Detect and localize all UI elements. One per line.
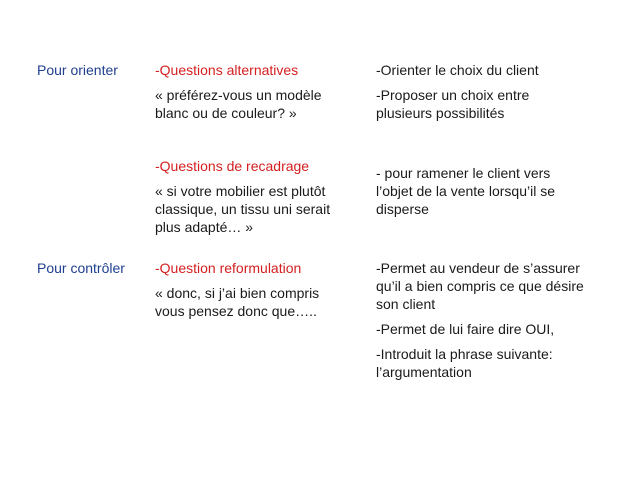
row-3-question: [155, 259, 319, 320]
row-2-question: [155, 157, 330, 236]
row-3-category: [37, 259, 125, 277]
row-3-purpose-line: -Introduit la phrase suivante:: [376, 346, 553, 362]
row-3-category-label: Pour contrôler: [37, 260, 125, 276]
row-2-question-line: « si votre mobilier est plutôt: [155, 183, 326, 199]
row-3-purpose-line: l’argumentation: [376, 364, 472, 380]
row-1-purpose: [376, 61, 539, 122]
row-2-purpose-line: - pour ramener le client vers: [376, 165, 551, 181]
row-1-purpose-line: plusieurs possibilités: [376, 105, 505, 121]
row-2-purpose: [376, 164, 555, 218]
row-1-category-label: Pour orienter: [37, 62, 118, 78]
row-3-purpose-line: -Permet de lui faire dire OUI,: [376, 321, 555, 337]
row-3-purpose: [376, 259, 584, 381]
row-2-question-title: -Questions de recadrage: [155, 158, 310, 174]
row-1-purpose-line: -Proposer un choix entre: [376, 87, 530, 103]
row-3-question-title: -Question reformulation: [155, 260, 302, 276]
row-1-question: [155, 61, 322, 122]
row-2-purpose-line: disperse: [376, 201, 429, 217]
row-1-question-line: « préférez-vous un modèle: [155, 87, 322, 103]
row-3-purpose-line: qu’il a bien compris ce que désire: [376, 278, 584, 294]
row-2-question-line: plus adapté… »: [155, 219, 254, 235]
row-2-purpose-line: l’objet de la vente lorsqu’il se: [376, 183, 555, 199]
row-3-question-line: vous pensez donc que…..: [155, 303, 317, 319]
row-1-question-line: blanc ou de couleur? »: [155, 105, 297, 121]
row-3-purpose-line: -Permet au vendeur de s’assurer: [376, 260, 580, 276]
row-1-purpose-line: -Orienter le choix du client: [376, 62, 539, 78]
row-1-category: [37, 61, 118, 79]
row-2-question-line: classique, un tissu uni serait: [155, 201, 331, 217]
row-3-purpose-line: son client: [376, 296, 436, 312]
row-1-question-title: -Questions alternatives: [155, 62, 299, 78]
row-3-question-line: « donc, si j’ai bien compris: [155, 285, 320, 301]
